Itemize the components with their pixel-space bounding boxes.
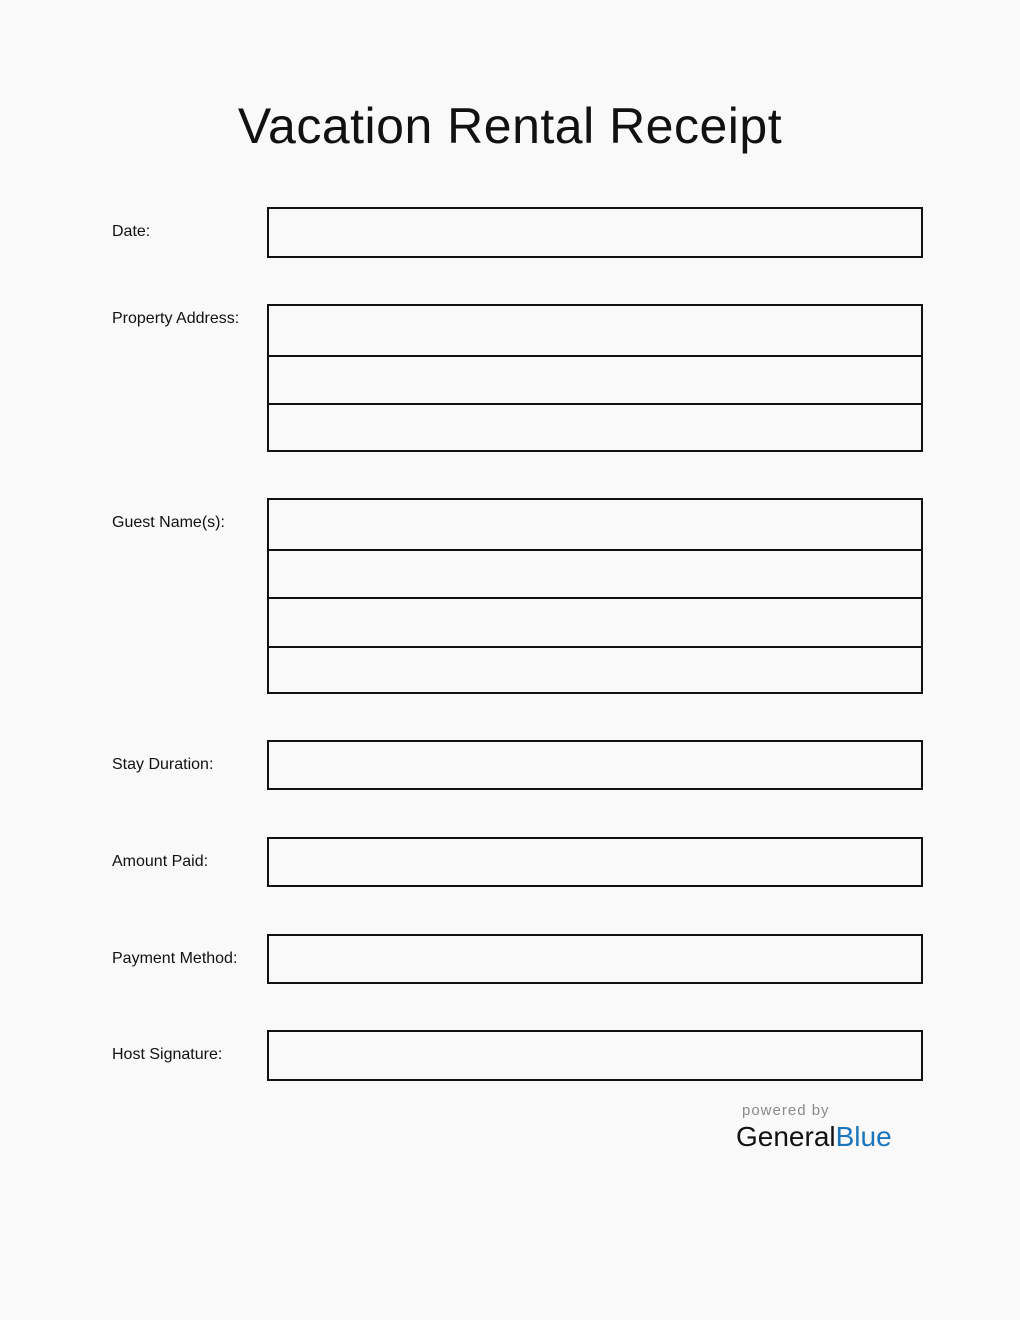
brand-name-general: General [736, 1121, 836, 1152]
property-address-line-1[interactable] [269, 306, 921, 355]
payment-method-field[interactable] [267, 934, 923, 984]
generalblue-logo [736, 1102, 916, 1154]
powered-by-text: powered by [742, 1102, 830, 1119]
stay-duration-field[interactable] [267, 740, 923, 790]
property-address-line-3[interactable] [269, 403, 921, 452]
host-signature-input[interactable] [269, 1032, 921, 1078]
page-title: Vacation Rental Receipt [237, 98, 783, 154]
property-address-line-2[interactable] [269, 355, 921, 404]
amount-paid-input[interactable] [269, 839, 921, 885]
date-field[interactable] [267, 207, 923, 258]
guest-names-field [267, 498, 923, 694]
guest-name-line-2[interactable] [269, 549, 921, 598]
date-input[interactable] [269, 209, 921, 255]
guest-names-label: Guest Name(s): [112, 514, 225, 531]
guest-name-line-3[interactable] [269, 597, 921, 646]
host-signature-field[interactable] [267, 1030, 923, 1081]
property-address-label: Property Address: [112, 310, 240, 327]
brand-name-blue: Blue [835, 1121, 892, 1152]
amount-paid-label: Amount Paid: [112, 853, 209, 870]
payment-method-input[interactable] [269, 936, 921, 982]
amount-paid-field[interactable] [267, 837, 923, 887]
property-address-field [267, 304, 923, 452]
date-label: Date: [112, 223, 151, 240]
stay-duration-label: Stay Duration: [112, 756, 214, 773]
guest-name-line-1[interactable] [269, 500, 921, 549]
guest-name-line-4[interactable] [269, 646, 921, 695]
host-signature-label: Host Signature: [112, 1046, 223, 1063]
payment-method-label: Payment Method: [112, 950, 238, 967]
stay-duration-input[interactable] [269, 742, 921, 788]
brand-name [736, 1120, 916, 1154]
